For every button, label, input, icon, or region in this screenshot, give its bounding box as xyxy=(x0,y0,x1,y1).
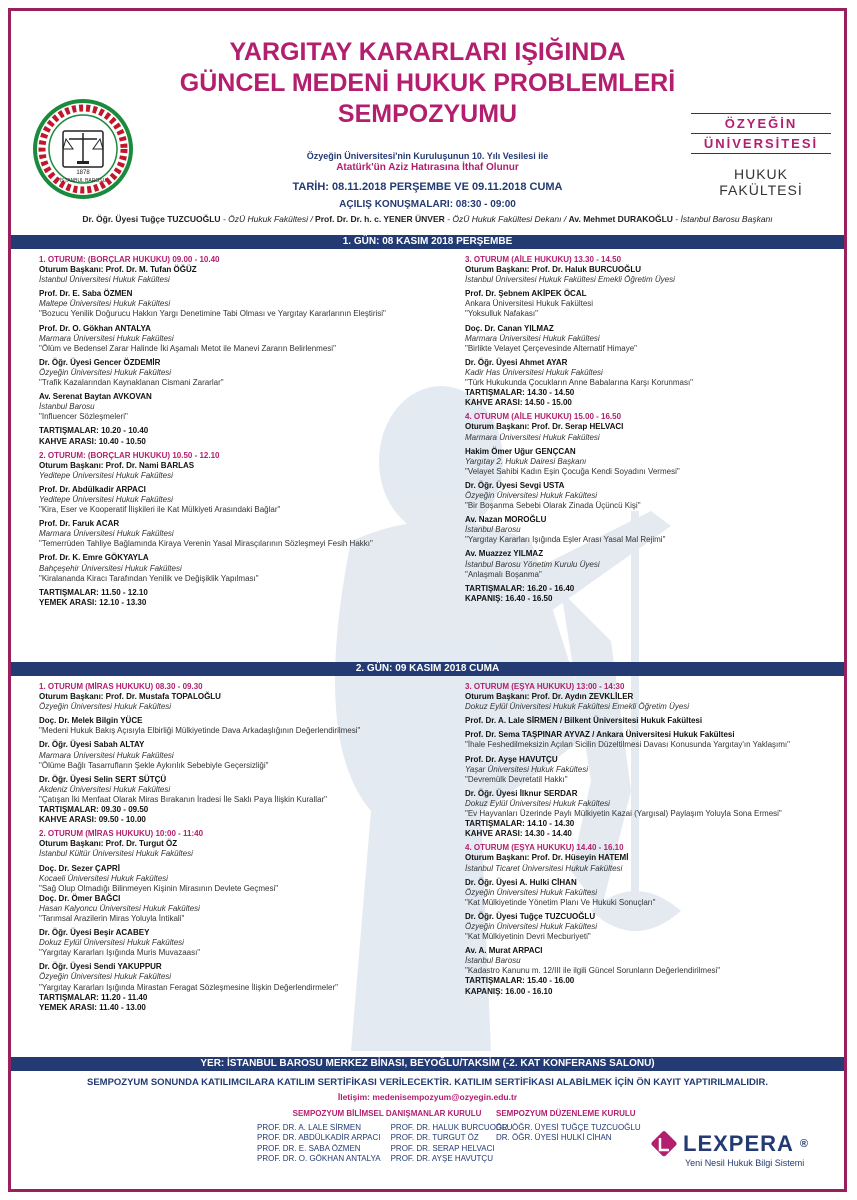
talk-title: "Türk Hukukunda Çocukların Anne Babalarına Karşı Korunması" xyxy=(465,378,694,388)
talk-title: "Temerrüden Tahliye Bağlamında Kiraya Verenin Yasal Mirasçılarının Sözleşmeyi Fesih Hakkı" xyxy=(39,539,373,549)
speaker-name: Dr. Öğr. Üyesi Sabah ALTAY xyxy=(39,740,145,750)
title-line-2: GÜNCEL MEDENİ HUKUK PROBLEMLERİ xyxy=(179,69,676,97)
speaker-institution: Marmara Üniversitesi Hukuk Fakültesi xyxy=(465,333,600,343)
advisor: PROF. DR. HALUK BURCUOĞLU xyxy=(390,1122,513,1132)
speaker-name: KAHVE ARASI: 14.30 - 14.40 xyxy=(465,829,572,839)
speaker-name: Prof. Dr. A. Lale SİRMEN / Bilkent Üniversitesi Hukuk Fakültesi xyxy=(465,716,703,726)
talk-title: "Birlikte Velayet Çerçevesinde Alternatif Himaye" xyxy=(465,343,637,353)
sponsor-name: LEXPERA xyxy=(683,1131,794,1156)
session-heading: 3. OTURUM (EŞYA HUKUKU) 13:00 - 14:30 xyxy=(465,682,625,691)
dedication-1: Özyeğin Üniversitesi'nin Kuruluşunun 10. Yılı Vesilesi ile xyxy=(306,151,549,161)
seal-year: 1878 xyxy=(76,170,90,176)
opening-title: AÇILIŞ KONUŞMALARI: 08:30 - 09:00 xyxy=(339,199,516,210)
venue-bar: YER: İSTANBUL BAROSU MERKEZ BİNASI, BEYOĞLU/TAKSİM (-2. KAT KONFERANS SALONU) xyxy=(11,1057,844,1071)
speaker-institution: İstanbul Üniversitesi Hukuk Fakültesi xyxy=(39,275,170,285)
talk-title: "Kiralananda Kiracı Tarafından Yenilik ve Değişiklik Yapılması" xyxy=(39,573,259,583)
advisory-lists xyxy=(257,1123,517,1165)
speaker-institution: Dokuz Eylül Üniversitesi Hukuk Fakültesi Emekli Öğretim Üyesi xyxy=(465,702,690,712)
speaker-institution: Özyeğin Üniversitesi Hukuk Fakültesi xyxy=(39,367,172,377)
speaker-name: KAPANIŞ: 16.00 - 16.10 xyxy=(465,986,553,996)
speaker-name: Av. Nazan MOROĞLU xyxy=(465,515,547,525)
event-date: TARİH: 08.11.2018 PERŞEMBE VE 09.11.2018 CUMA xyxy=(292,181,563,193)
organizing-committee xyxy=(496,1109,656,1144)
speaker-institution: Marmara Üniversitesi Hukuk Fakültesi xyxy=(465,432,600,442)
session-heading: 2. OTURUM (MİRAS HUKUKU) 10:00 - 11:40 xyxy=(39,829,204,839)
talk-title: "Medeni Hukuk Bakış Açısıyla Elbirliği Mülkiyetinde Dava Arkadaşlığının Değerlendirilmesi" xyxy=(39,726,361,736)
speaker-institution: İstanbul Barosu xyxy=(39,402,95,412)
university-line-1: ÖZYEĞİN xyxy=(724,116,798,131)
lexpera-mark-icon xyxy=(651,1131,677,1157)
speaker-name: Prof. Dr. Abdülkadir ARPACI xyxy=(39,484,146,494)
speaker-name: Dr. Öğr. Üyesi İlknur SERDAR xyxy=(465,788,578,798)
speaker-name: TARTIŞMALAR: 11.20 - 11.40 xyxy=(39,992,148,1002)
speaker-name: Prof. Dr. O. Gökhan ANTALYA xyxy=(39,323,151,333)
speaker-institution: Hasan Kalyoncu Üniversitesi Hukuk Fakültesi xyxy=(39,903,200,913)
speaker-institution: Özyeğin Üniversitesi Hukuk Fakültesi xyxy=(39,972,172,982)
speaker-name: Oturum Başkanı: Prof. Dr. Haluk BURCUOĞLU xyxy=(465,265,642,275)
speaker-name: TARTIŞMALAR: 15.40 - 16.00 xyxy=(465,976,575,986)
advisor: PROF. DR. A. LALE SİRMEN xyxy=(257,1122,362,1132)
speaker-name: Dr. Öğr. Üyesi Beşir ACABEY xyxy=(39,928,150,938)
speaker-institution: İstanbul Barosu xyxy=(465,525,521,535)
advisory-title: SEMPOZYUM BİLİMSEL DANIŞMANLAR KURULU xyxy=(292,1109,482,1118)
talk-title: "Trafik Kazalarından Kaynaklanan Cismani Zararlar" xyxy=(39,378,224,388)
speaker-name: Dr. Öğr. Üyesi Tuğçe TUZCUOĞLU xyxy=(465,911,596,921)
talk-title: "Velayet Sahibi Kadın Eşin Çocuğa Kendi Soyadını Vermesi" xyxy=(465,466,680,476)
speaker-institution: Marmara Üniversitesi Hukuk Fakültesi xyxy=(39,333,174,343)
talk-title: "Kat Mülkiyetinde Yönetim Planı Ve Hukuki Sonuçları" xyxy=(465,897,656,907)
speaker-name: Prof. Dr. Ayşe HAVUTÇU xyxy=(465,754,558,764)
speaker-name: Oturum Başkanı: Prof. Dr. Aydın ZEVKLİLER xyxy=(465,692,634,702)
speaker-name: YEMEK ARASI: 12.10 - 13.30 xyxy=(39,597,147,607)
session-heading: 4. OTURUM (AİLE HUKUKU) 15.00 - 16.50 xyxy=(465,412,622,422)
poster xyxy=(8,8,847,1192)
speaker-name: Prof. Dr. K. Emre GÖKYAYLA xyxy=(39,553,149,563)
speaker-name: Oturum Başkanı: Prof. Dr. Turgut ÖZ xyxy=(39,839,178,849)
speaker-institution: Marmara Üniversitesi Hukuk Fakültesi xyxy=(39,750,174,760)
speaker-name: TARTIŞMALAR: 14.10 - 14.30 xyxy=(465,819,575,829)
advisor: PROF. DR. E. SABA ÖZMEN xyxy=(257,1143,361,1153)
speaker-name: Prof. Dr. Sema TAŞPINAR AYVAZ / Ankara Üniversitesi Hukuk Fakültesi xyxy=(465,730,735,740)
advisory-col-2 xyxy=(391,1123,513,1165)
speaker-name: Doç. Dr. Ömer BAĞCI xyxy=(39,893,121,903)
speaker-name: Av. Muazzez YILMAZ xyxy=(465,549,544,559)
title-line-3: SEMPOZYUMU xyxy=(337,100,518,128)
speaker-institution: Yeditepe Üniversitesi Hukuk Fakültesi xyxy=(39,494,173,504)
speaker-institution: İstanbul Barosu xyxy=(465,956,521,966)
talk-title: "Ev Hayvanları Üzerinde Paylı Mülkiyetin Kazai (Yargısal) Paylaşım Yoluyla Sona Ermesi" xyxy=(465,809,782,819)
session-heading: 2. OTURUM: (BORÇLAR HUKUKU) 10.50 - 12.10 xyxy=(39,450,220,460)
opening-speakers xyxy=(11,214,844,224)
talk-title: "Çatışan İki Menfaat Olarak Miras Bırakanın İradesi İle Saklı Paya İlişkin Kurallar" xyxy=(39,794,328,804)
talk-title: Ankara Üniversitesi Hukuk Fakültesi xyxy=(465,299,594,309)
advisor: PROF. DR. SERAP HELVACI xyxy=(390,1143,495,1153)
certificate-note: SEMPOZYUM SONUNDA KATILIMCILARA KATILIM SERTİFİKASI VERİLECEKTİR. KATILIM SERTİFİKASI ALABİLMEK İÇİN ÖN KAYIT YAPTIRILMALIDIR. xyxy=(86,1077,768,1088)
session-heading: 3. OTURUM (AİLE HUKUKU) 13.30 - 14.50 xyxy=(465,255,622,264)
speaker-name: Oturum Başkanı: Prof. Dr. Mustafa TOPALOĞLU xyxy=(39,692,221,702)
advisor: PROF. DR. TURGUT ÖZ xyxy=(390,1133,479,1142)
speaker-institution: Kadir Has Üniversitesi Hukuk Fakültesi xyxy=(465,367,603,377)
speaker-institution: İstanbul Barosu Yönetim Kurulu Üyesi xyxy=(465,559,600,569)
day-1-bar: 1. GÜN: 08 KASIM 2018 PERŞEMBE xyxy=(11,235,844,249)
speaker-name: Doç. Dr. Sezer ÇAPRİ xyxy=(39,863,120,873)
speaker-institution: Maltepe Üniversitesi Hukuk Fakültesi xyxy=(39,299,171,309)
speaker-name: Prof. Dr. Faruk ACAR xyxy=(39,519,120,529)
speaker-name: Oturum Başkanı: Prof. Dr. M. Tufan ÖĞÜZ xyxy=(39,265,197,275)
talk-title: "Ölüm ve Bedensel Zarar Halinde İki Aşamalı Metot ile Manevi Zararın Belirlenmesi" xyxy=(39,343,336,353)
speaker-name: YEMEK ARASI: 11.40 - 13.00 xyxy=(39,1002,146,1012)
advisor: PROF. DR. O. GÖKHAN ANTALYA xyxy=(257,1154,381,1163)
speaker-name: TARTIŞMALAR: 09.30 - 09.50 xyxy=(39,805,149,815)
talk-title: "Ölüme Bağlı Tasarrufların Şekle Aykırılık Sebebiyle Geçersizliği" xyxy=(39,760,269,770)
opening-speaker-2: Prof. Dr. Dr. h. c. YENER ÜNVER xyxy=(315,214,445,224)
speaker-name: Hakim Ömer Uğur GENÇCAN xyxy=(465,446,576,456)
speaker-institution: Özyeğin Üniversitesi Hukuk Fakültesi xyxy=(465,921,598,931)
speaker-name: Prof. Dr. E. Saba ÖZMEN xyxy=(39,289,133,299)
speaker-institution: Bahçeşehir Üniversitesi Hukuk Fakültesi xyxy=(39,563,182,573)
sponsor-reg-mark: ® xyxy=(799,1138,809,1150)
talk-title: "Influencer Sözleşmeleri" xyxy=(39,412,128,422)
speaker-name: Oturum Başkanı: Prof. Dr. Hüseyin HATEMİ xyxy=(465,853,629,863)
university-line-2: ÜNİVERSİTESİ xyxy=(703,136,819,151)
organizer: DR. ÖĞR. ÜYESİ TUĞÇE TUZCUOĞLU xyxy=(496,1122,641,1132)
opening-speaker-3: Av. Mehmet DURAKOĞLU xyxy=(568,214,673,224)
speaker-name: Prof. Dr. Şebnem AKİPEK ÖCAL xyxy=(465,289,587,299)
talk-title: "Yargıtay Kararları Işığında Eşler Arası Yasal Mal Rejimi" xyxy=(465,535,666,545)
speaker-name: Dr. Öğr. Üyesi A. Hulki CİHAN xyxy=(465,877,577,887)
faculty-name: HUKUK FAKÜLTESİ xyxy=(719,166,803,198)
speaker-institution: Dokuz Eylül Üniversitesi Hukuk Fakültesi xyxy=(39,938,184,948)
talk-title: "Kadastro Kanunu m. 12/III ile ilgili Güncel Sorunların Değerlendirilmesi" xyxy=(465,966,721,976)
speaker-name: Oturum Başkanı: Prof. Dr. Nami BARLAS xyxy=(39,460,195,470)
advisor: PROF. DR. AYŞE HAVUTÇU xyxy=(390,1154,493,1163)
speaker-name: Dr. Öğr. Üyesi Gencer ÖZDEMİR xyxy=(39,357,161,367)
dedication-2: Atatürk'ün Aziz Hatırasına İthaf Olunur xyxy=(336,162,519,173)
organizer: DR. ÖĞR. ÜYESİ HULKİ CİHAN xyxy=(496,1133,612,1142)
opening-speaker-1: Dr. Öğr. Üyesi Tuğçe TUZCUOĞLU xyxy=(82,214,221,224)
title-line-1: YARGITAY KARARLARI IŞIĞINDA xyxy=(229,38,626,66)
speaker-institution: Dokuz Eylül Üniversitesi Hukuk Fakültesi xyxy=(465,798,610,808)
speaker-name: TARTIŞMALAR: 14.30 - 14.50 xyxy=(465,388,575,398)
advisory-col-1 xyxy=(257,1123,381,1165)
talk-title: "Anlaşmalı Boşanma" xyxy=(465,569,542,579)
speaker-institution: Yaşar Üniversitesi Hukuk Fakültesi xyxy=(465,764,589,774)
advisor: PROF. DR. ABDÜLKADİR ARPACI xyxy=(257,1133,381,1142)
advisory-board xyxy=(257,1109,517,1165)
speaker-name: Av. A. Murat ARPACI xyxy=(465,946,543,956)
speaker-institution: İstanbul Kültür Üniversitesi Hukuk Fakültesi xyxy=(39,849,193,859)
day-2-left-column xyxy=(39,682,459,1013)
day-1-right-column xyxy=(465,255,835,604)
speaker-name: Dr. Öğr. Üyesi Sendi YAKUPPUR xyxy=(39,962,162,972)
speaker-institution: Yeditepe Üniversitesi Hukuk Fakültesi xyxy=(39,470,173,480)
speaker-institution: İstanbul Ticaret Üniversitesi Hukuk Fakültesi xyxy=(465,863,623,873)
talk-title: "Bir Boşanma Sebebi Olarak Zinada Üçüncü Kişi" xyxy=(465,501,641,511)
speaker-name: Doç. Dr. Melek Bilgin YÜCE xyxy=(39,716,143,726)
speaker-name: Dr. Öğr. Üyesi Selin SERT SÜTÇÜ xyxy=(39,774,167,784)
speaker-name: KAHVE ARASI: 10.40 - 10.50 xyxy=(39,436,146,446)
speaker-name: Oturum Başkanı: Prof. Dr. Serap HELVACI xyxy=(465,422,624,432)
speaker-name: Doç. Dr. Canan YILMAZ xyxy=(465,323,554,333)
lexpera-logo xyxy=(651,1131,841,1168)
session-heading: 4. OTURUM (EŞYA HUKUKU) 14.40 - 16.10 xyxy=(465,843,624,853)
speaker-name: Av. Serenat Baytan AVKOVAN xyxy=(39,392,152,402)
speaker-institution: Özyeğin Üniversitesi Hukuk Fakültesi xyxy=(465,490,598,500)
talk-title: "Kat Mülkiyetinin Devri Mecburiyeti" xyxy=(465,932,591,942)
organizing-title: SEMPOZYUM DÜZENLEME KURULU xyxy=(496,1109,636,1118)
speaker-institution: Yargıtay 2. Hukuk Dairesi Başkanı xyxy=(465,456,587,466)
talk-title: "Yargıtay Kararları Işığında Muris Muvazaası" xyxy=(39,948,201,958)
speaker-institution: Marmara Üniversitesi Hukuk Fakültesi xyxy=(39,529,174,539)
speaker-institution: İstanbul Üniversitesi Hukuk Fakültesi Emekli Öğretim Üyesi xyxy=(465,275,675,285)
speaker-name: KAHVE ARASI: 09.50 - 10.00 xyxy=(39,815,146,825)
speaker-name: Dr. Öğr. Üyesi Sevgi USTA xyxy=(465,480,565,490)
opening-inst-3: - İstanbul Barosu Başkanı xyxy=(672,214,773,224)
speaker-name: Dr. Öğr. Üyesi Ahmet AYAR xyxy=(465,357,568,367)
opening-inst-1: - ÖzÜ Hukuk Fakültesi / xyxy=(220,214,316,224)
speaker-institution: Özyeğin Üniversitesi Hukuk Fakültesi xyxy=(465,887,598,897)
talk-title: "Yoksulluk Nafakası" xyxy=(465,309,538,319)
talk-title: "Yargıtay Kararları Işığında Mirastan Feragat Sözleşmesine İlişkin Değerlendirmeler" xyxy=(39,982,338,992)
talk-title: "Kira, Eser ve Kooperatif İlişkileri ile Kat Mülkiyeti Arasındaki Bağlar" xyxy=(39,505,281,515)
opening-inst-2: - ÖzÜ Hukuk Fakültesi Dekanı / xyxy=(444,214,569,224)
speaker-name: TARTIŞMALAR: 11.50 - 12.10 xyxy=(39,587,148,597)
talk-title: "Bozucu Yenilik Doğurucu Hakkın Yargı Denetimine Tabi Olması ve Yargıtay Kararlarının Eleştirisi" xyxy=(39,309,386,319)
speaker-name: TARTIŞMALAR: 16.20 - 16.40 xyxy=(465,583,575,593)
seal-text: İSTANBUL BAROSU xyxy=(59,178,107,184)
session-heading: 1. OTURUM (MİRAS HUKUKU) 08.30 - 09.30 xyxy=(39,682,203,691)
speaker-name: KAPANIŞ: 16.40 - 16.50 xyxy=(465,593,553,603)
day-2-right-column xyxy=(465,682,835,997)
talk-title: "İhale Feshedilmeksizin Açılan Sicilin Düzeltilmesi Davası Konusunda Yargıtay'ın Yaklaşımı" xyxy=(465,740,790,750)
speaker-name: TARTIŞMALAR: 10.20 - 10.40 xyxy=(39,426,149,436)
talk-title: "Devremülk Devretatil Hakkı" xyxy=(465,774,568,784)
talk-title: "Tarımsal Arazilerin Miras Yoluyla İntikali" xyxy=(39,913,185,923)
day-1-left-column xyxy=(39,255,459,608)
contact-email[interactable]: İletişim: medenisempozyum@ozyegin.edu.tr xyxy=(337,1092,518,1102)
speaker-institution: Akdeniz Üniversitesi Hukuk Fakültesi xyxy=(39,784,171,794)
day-2-bar: 2. GÜN: 09 KASIM 2018 CUMA xyxy=(11,662,844,676)
talk-title: "Sağ Olup Olmadığı Bilinmeyen Kişinin Mirasının Devlete Geçmesi" xyxy=(39,883,279,893)
sponsor-tagline: Yeni Nesil Hukuk Bilgi Sistemi xyxy=(685,1158,805,1168)
session-heading: 1. OTURUM: (BORÇLAR HUKUKU) 09.00 - 10.40 xyxy=(39,255,220,264)
speaker-institution: Kocaeli Üniversitesi Hukuk Fakültesi xyxy=(39,873,168,883)
speaker-institution: Özyeğin Üniversitesi Hukuk Fakültesi xyxy=(39,702,172,712)
speaker-name: KAHVE ARASI: 14.50 - 15.00 xyxy=(465,398,572,408)
